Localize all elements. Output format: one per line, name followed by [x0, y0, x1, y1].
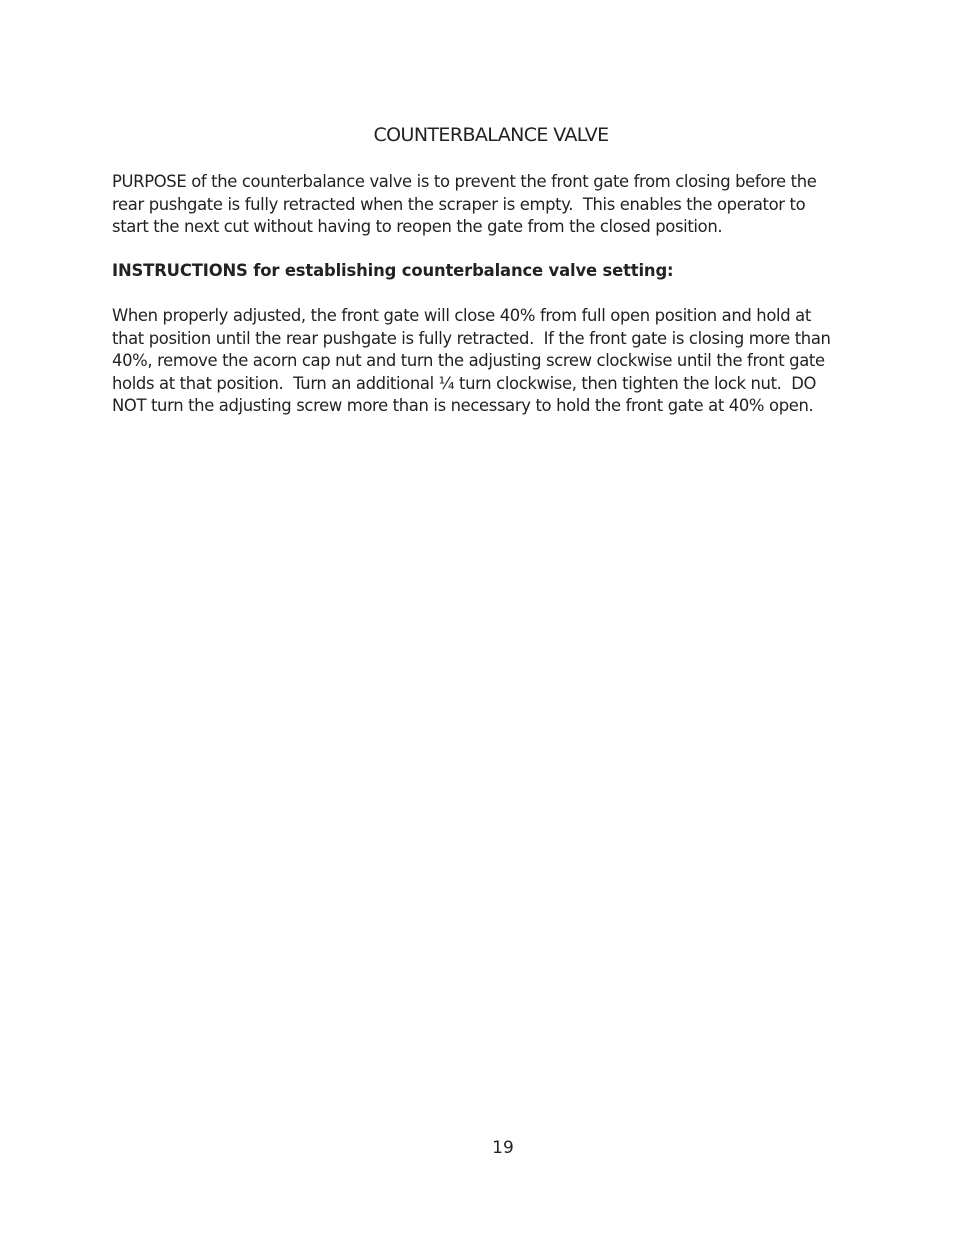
instructions-heading: INSTRUCTIONS for establishing counterbalance valve setting:	[112, 261, 674, 280]
adjustment-line: that position until the rear pushgate is fully retracted. If the front gate is closing more than	[112, 328, 831, 348]
adjustment-paragraph	[112, 305, 872, 418]
adjustment-line: holds at that position. Turn an additional ¼ turn clockwise, then tighten the lock nut. DO	[112, 373, 817, 393]
page-title: COUNTERBALANCE VALVE	[373, 124, 609, 146]
adjustment-line: 40%, remove the acorn cap nut and turn the adjusting screw clockwise until the front gate	[112, 351, 825, 370]
adjustment-line: NOT turn the adjusting screw more than is necessary to hold the front gate at 40% open.	[112, 396, 814, 415]
purpose-line: rear pushgate is fully retracted when the scraper is empty. This enables the operator to	[112, 194, 806, 214]
purpose-paragraph	[112, 171, 872, 239]
adjustment-line: When properly adjusted, the front gate will close 40% from full open position and hold at	[112, 306, 811, 325]
page-number: 19	[492, 1138, 514, 1158]
purpose-line: PURPOSE of the counterbalance valve is to prevent the front gate from closing before the	[112, 172, 817, 191]
purpose-line: start the next cut without having to reopen the gate from the closed position.	[112, 217, 723, 236]
